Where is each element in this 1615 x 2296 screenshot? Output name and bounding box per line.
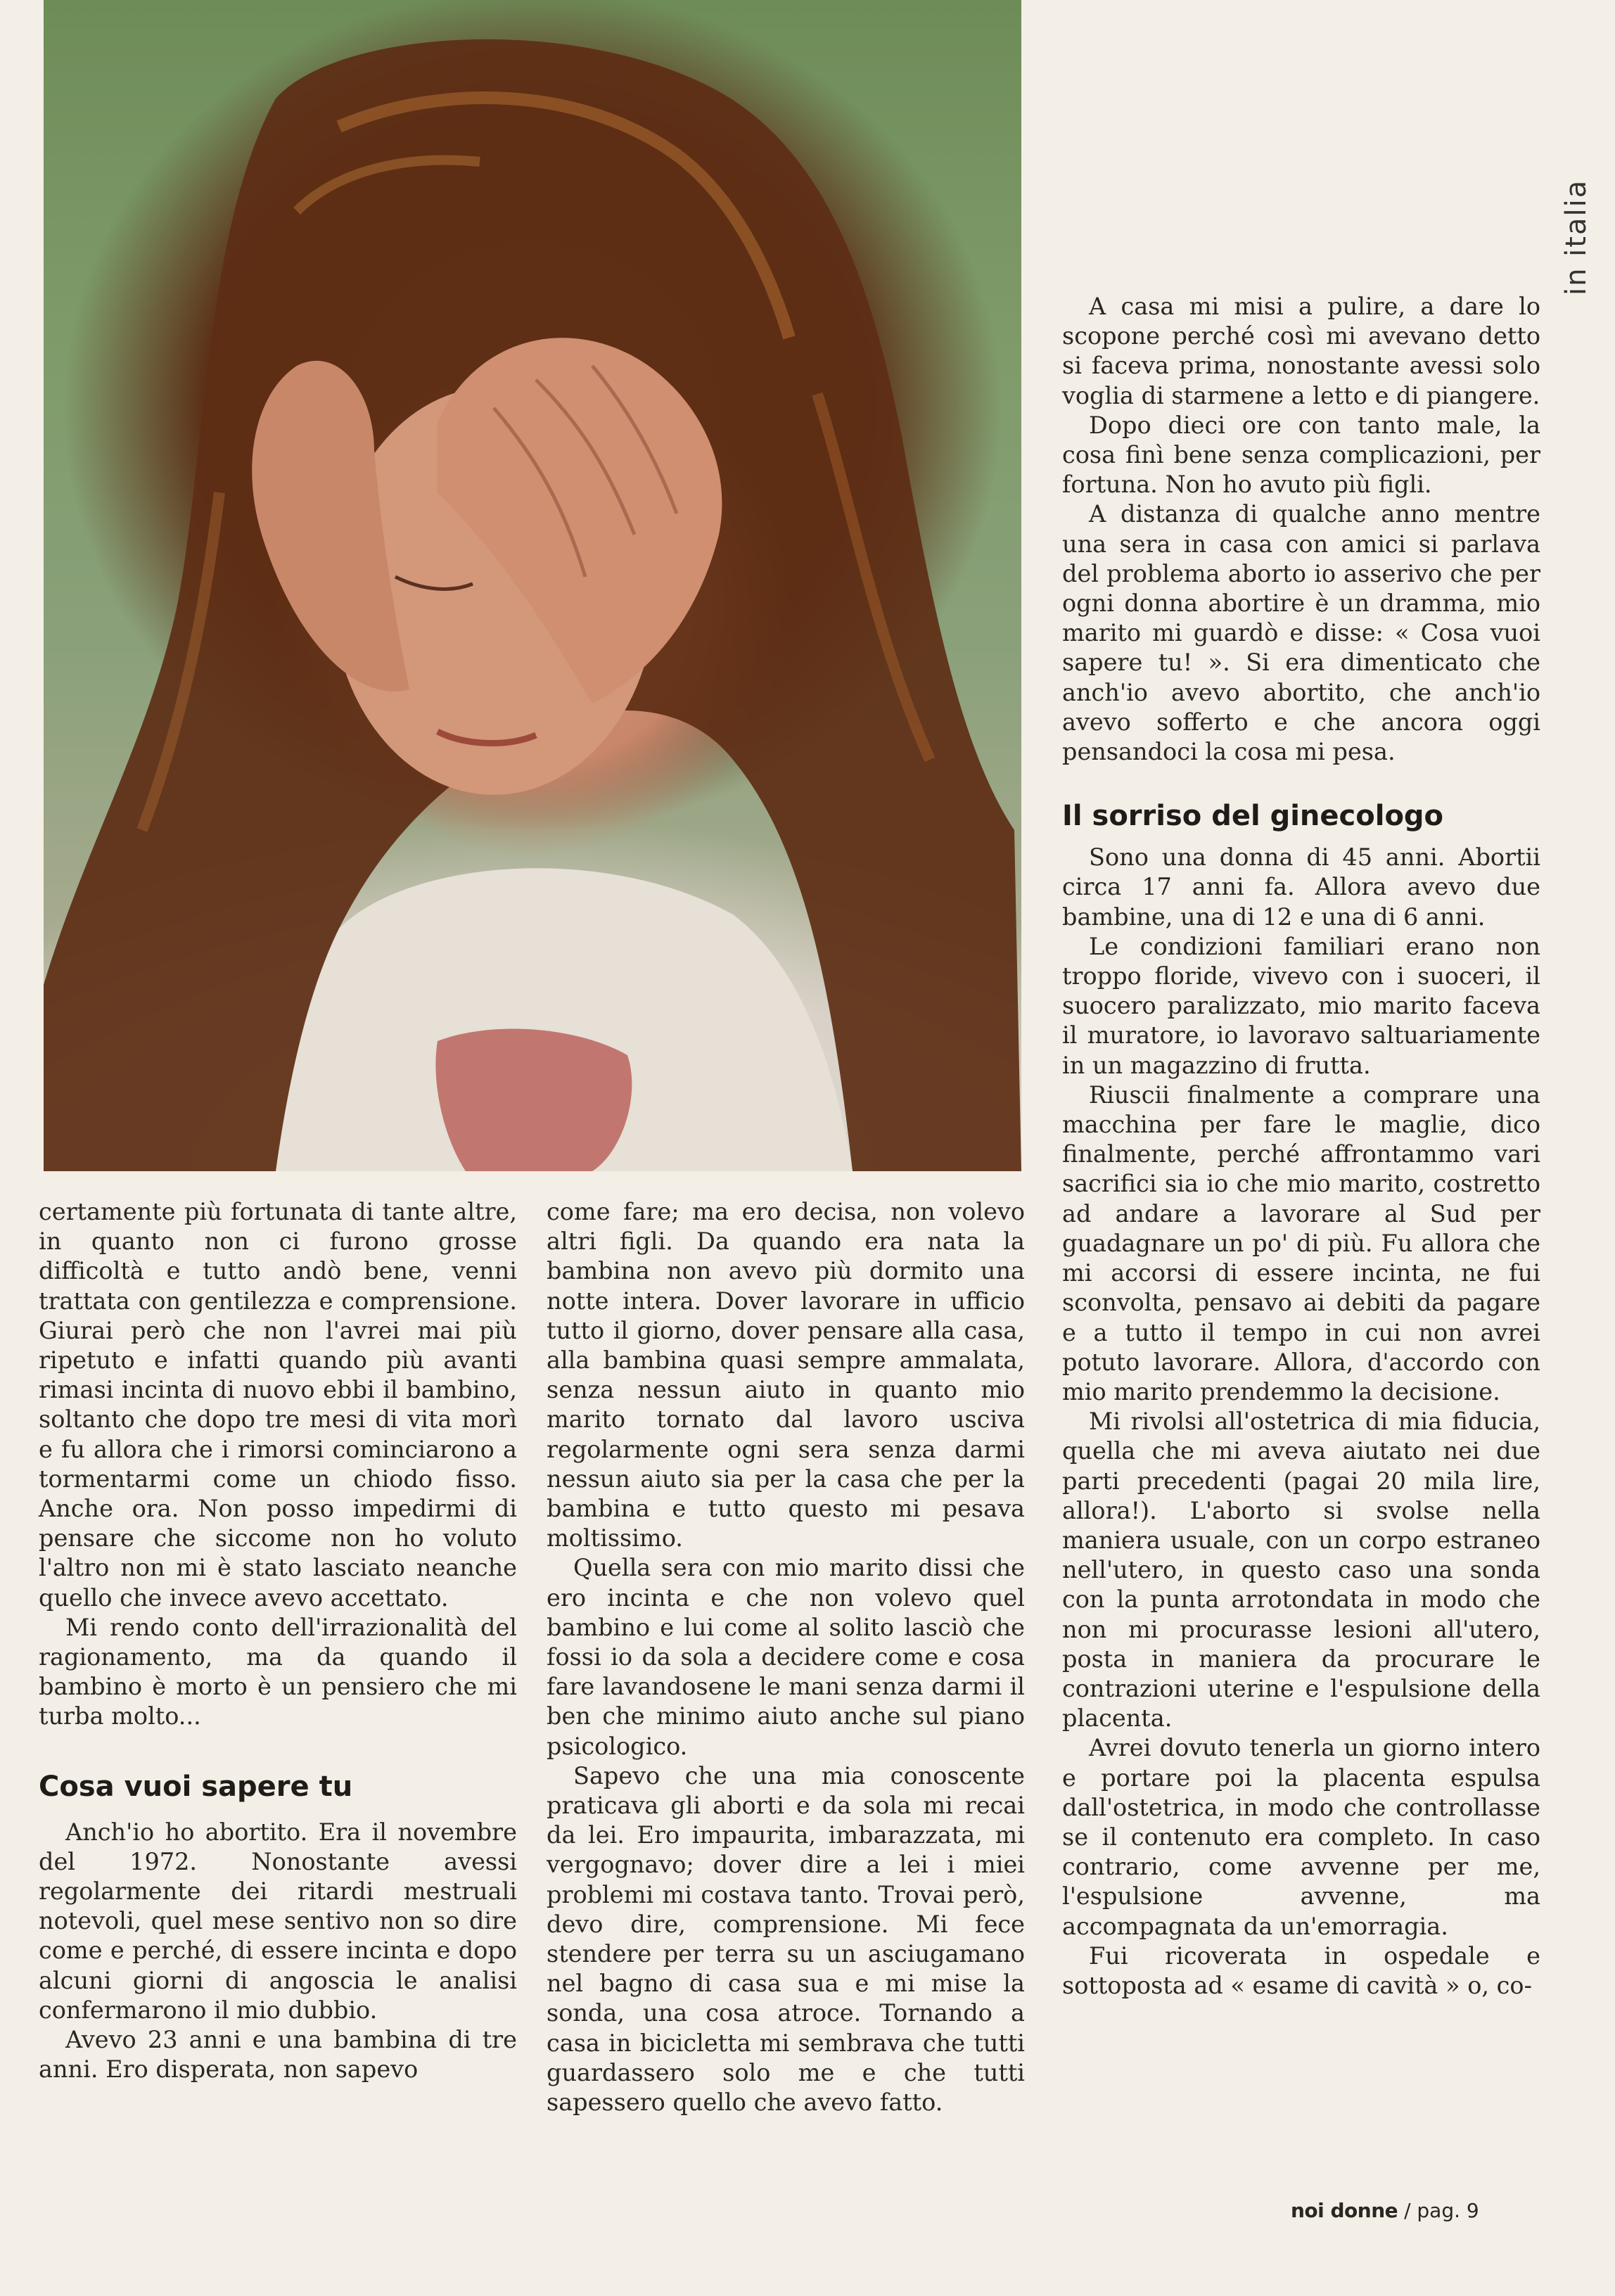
paragraph: Quella sera con mio marito dissi che ero incinta e che non volevo quel bambino e lui come al solito lasciò che fossi io da sola a decidere come e cosa fare lavandosene le mani senza darmi il ben che minimo aiuto anche sul piano psicologico.: [547, 1554, 1025, 1760]
page-footer: [1291, 2199, 1479, 2222]
photo-illustration: [44, 0, 1021, 1171]
magazine-name: noi donne: [1291, 2199, 1398, 2222]
paragraph: A casa mi misi a pulire, a dare lo scopone perché così mi avevano detto si faceva prima, nonostante avessi solo voglia di starmene a letto e di piangere.: [1062, 293, 1540, 409]
paragraph: Riuscii finalmente a comprare una macchina per fare le maglie, dico finalmente, perché affrontammo vari sacrifici sia io che mio marito, costretto ad andare a lavorare al Sud per guadagnare un po' di più. Fu allora che mi accorsi di essere incinta, ne fui sconvolta, pensavo ai debiti da pagare e a tutto il tempo in cui non avrei potuto lavorare. Allora, d'accordo con mio marito prendemmo la decisione.: [1062, 1080, 1540, 1405]
paragraph: certamente più fortunata di tante altre, in quanto non ci furono grosse difficoltà e tutto andò bene, venni trattata con gentilezza e comprensione. Giurai però che non l'avrei mai più ripetuto e infatti quando più avanti rimasi incinta di nuovo ebbi il bambino, soltanto che dopo tre mesi di vita morì e fu allora che i rimorsi cominciarono a tormentarmi come un chiodo fisso. Anche ora. Non posso impedirmi di pensare che siccome non ho voluto l'altro non mi è stato lasciato neanche quello che invece avevo accettato.: [39, 1198, 517, 1612]
page-number: / pag. 9: [1404, 2199, 1479, 2222]
paragraph: Fui ricoverata in ospedale e sottoposta ad « esame di cavità » o, co-: [1062, 1941, 1540, 1999]
section-heading: Il sorriso del ginecologo: [1062, 800, 1444, 833]
paragraph: Sapevo che una mia conoscente praticava gli aborti e da sola mi recai da lei. Ero impaurita, imbarazzata, mi vergognavo; dover dire a lei i miei problemi mi costava tanto. Trovai però, devo dire, comprensione. Mi fece stendere per terra su un asciugamano nel bagno di casa sua e mi mise la sonda, una cosa atroce. Tornando a casa in bicicletta mi sembrava che tutti guardassero solo me e che tutti sapessero quello che avevo fatto.: [547, 1761, 1025, 2117]
text-column-1: [39, 1197, 517, 2084]
text-column-3: [1062, 292, 1540, 2001]
photo-girl-hands-on-head: [44, 0, 1021, 1171]
paragraph: Sono una donna di 45 anni. Abortii circa 17 anni fa. Allora avevo due bambine, una di 12 e una di 6 anni.: [1062, 843, 1540, 931]
paragraph: come fare; ma ero decisa, non volevo altri figli. Da quando era nata la bambina non avevo più dormito una notte intera. Dover lavorare in ufficio tutto il giorno, dover pensare alla casa, alla bambina quasi sempre ammalata, senza nessun aiuto in quanto mio marito tornato dal lavoro usciva regolarmente ogni sera senza darmi nessun aiuto sia per la casa che per la bambina e tutto questo mi pesava moltissimo.: [547, 1198, 1025, 1552]
paragraph: Le condizioni familiari erano non troppo floride, vivevo con i suoceri, il suocero paralizzato, mio marito faceva il muratore, io lavoravo saltuariamente in un magazzino di frutta.: [1062, 932, 1540, 1079]
text-column-2: [547, 1197, 1025, 2117]
paragraph: Mi rivolsi all'ostetrica di mia fiducia, quella che mi aveva aiutato nei due parti precedenti (pagai 20 mila lire, allora!). L'aborto si svolse nella maniera usuale, con un corpo estraneo nell'utero, in questo caso una sonda con la punta arrotondata in modo che non mi procurasse lesioni all'utero, posta in maniera da procurare le contrazioni uterine e l'espulsione della placenta.: [1062, 1408, 1540, 1733]
paragraph: A distanza di qualche anno mentre una sera in casa con amici si parlava del problema aborto io asserivo che per ogni donna abortire è un dramma, mio marito mi guardò e disse: « Cosa vuoi sapere tu! ». Si era dimenticato che anch'io avevo abortito, che anch'io avevo sofferto e che ancora oggi pensandoci la cosa mi pesa.: [1062, 500, 1540, 766]
paragraph: Anch'io ho abortito. Era il novembre del 1972. Nonostante avessi regolarmente dei ritardi mestruali notevoli, quel mese sentivo non so dire come e perché, di essere incinta e dopo alcuni giorni di angoscia le analisi confermarono il mio dubbio.: [39, 1818, 517, 2024]
paragraph: Mi rendo conto dell'irrazionalità del ragionamento, ma da quando il bambino è morto è un pensiero che mi turba molto...: [39, 1613, 517, 1730]
section-heading: Cosa vuoi sapere tu: [39, 1770, 353, 1803]
paragraph: Avrei dovuto tenerla un giorno intero e portare poi la placenta espulsa dall'ostetrica, in modo che controllasse se il contenuto era completo. In caso contrario, come avvenne per me, l'espulsione avvenne, ma accompagnata da un'emorragia.: [1062, 1734, 1540, 1940]
section-label: in italia: [1560, 179, 1592, 295]
paragraph: Dopo dieci ore con tanto male, la cosa finì bene senza complicazioni, per fortuna. Non ho avuto più figli.: [1062, 411, 1540, 499]
paragraph: Avevo 23 anni e una bambina di tre anni. Ero disperata, non sapevo: [39, 2026, 517, 2084]
